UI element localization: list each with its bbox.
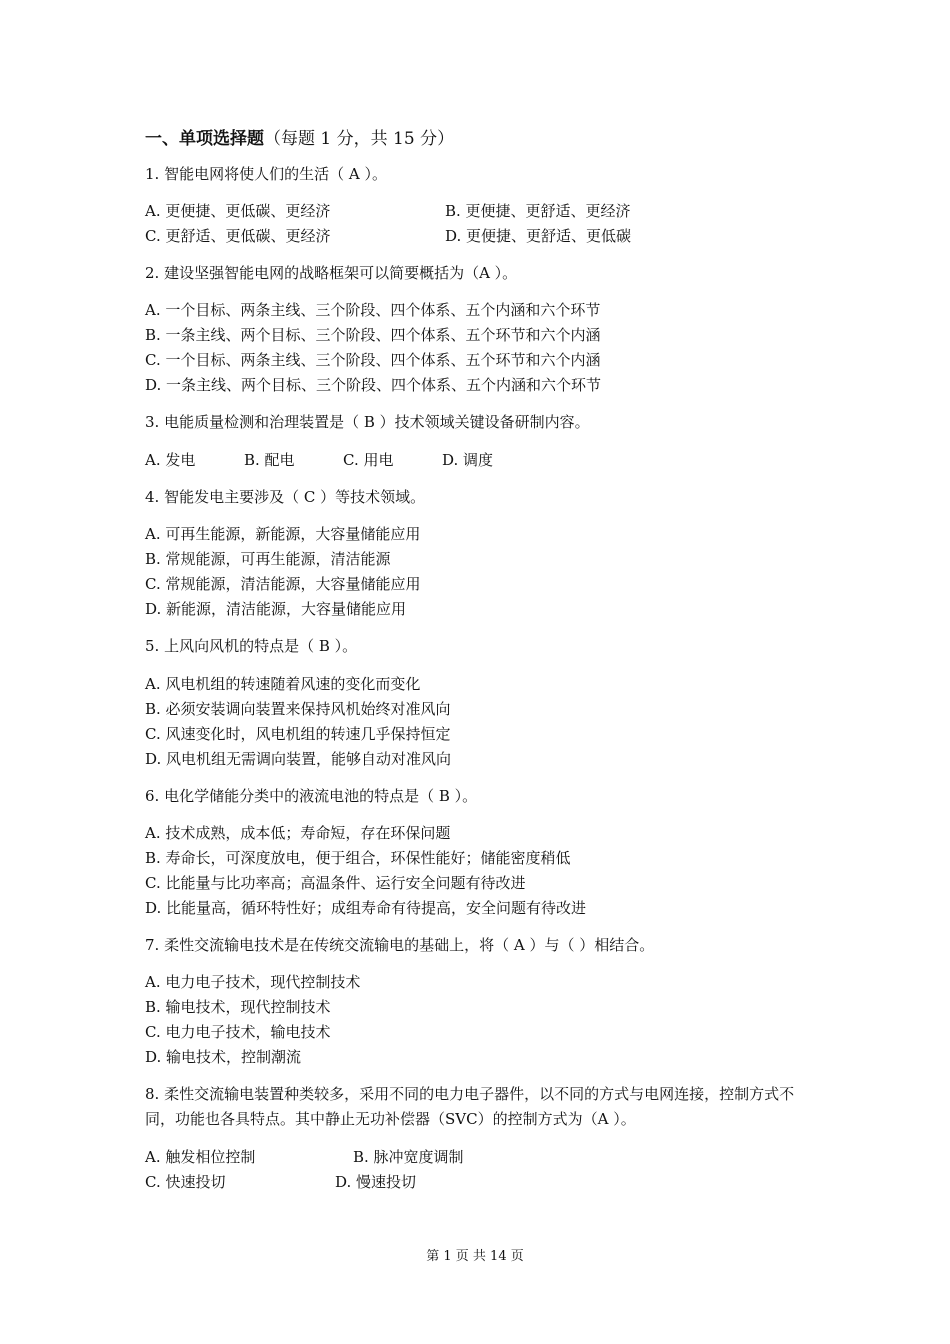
question-1-option-d: D. 更便捷、更舒适、更低碳 — [445, 227, 632, 245]
question-5-option-b: B. 必须安装调向装置来保持风机始终对准风向 — [145, 700, 451, 718]
question-3-stem: 3. 电能质量检测和治理装置是（ B ）技术领域关键设备研制内容。 — [145, 413, 590, 431]
question-1-option-c: C. 更舒适、更低碳、更经济 — [145, 227, 331, 245]
question-4-stem: 4. 智能发电主要涉及（ C ）等技术领域。 — [145, 488, 426, 506]
section-title — [145, 124, 454, 149]
question-2-option-a: A. 一个目标、两条主线、三个阶段、四个体系、五个内涵和六个环节 — [145, 301, 601, 319]
question-3-option-c: C. 用电 — [343, 451, 394, 469]
question-5-option-a: A. 风电机组的转速随着风速的变化而变化 — [145, 675, 421, 693]
question-7-option-b: B. 输电技术，现代控制技术 — [145, 998, 331, 1016]
question-4-option-a: A. 可再生能源，新能源，大容量储能应用 — [145, 525, 421, 543]
question-6-option-a: A. 技术成熟，成本低；寿命短，存在环保问题 — [145, 824, 451, 842]
question-7-option-a: A. 电力电子技术，现代控制技术 — [145, 973, 361, 991]
question-5-stem: 5. 上风向风机的特点是（ B ）。 — [145, 637, 358, 655]
question-1-stem: 1. 智能电网将使人们的生活（ A ）。 — [145, 165, 387, 183]
question-3-option-d: D. 调度 — [442, 451, 494, 469]
question-2-option-b: B. 一条主线、两个目标、三个阶段、四个体系、五个环节和六个内涵 — [145, 326, 601, 344]
question-8-stem: 8. 柔性交流输电装置种类较多，采用不同的电力电子器件，以不同的方式与电网连接，控制方式不同，功能也各具特点。其中静止无功补偿器（SVC）的控制方式为（A ）。 — [145, 1085, 795, 1128]
question-6-option-d: D. 比能量高，循环特性好；成组寿命有待提高，安全问题有待改进 — [145, 899, 587, 917]
question-1-option-b: B. 更便捷、更舒适、更经济 — [445, 202, 631, 220]
page-footer: 第 1 页 共 14 页 — [426, 1249, 524, 1264]
section-title-text: 一、单项选择题 — [145, 129, 264, 149]
question-2-option-c: C. 一个目标、两条主线、三个阶段、四个体系、五个环节和六个内涵 — [145, 351, 601, 369]
question-1-option-a: A. 更便捷、更低碳、更经济 — [145, 202, 331, 220]
question-5-option-c: C. 风速变化时，风电机组的转速几乎保持恒定 — [145, 725, 451, 743]
question-4-option-d: D. 新能源，清洁能源，大容量储能应用 — [145, 600, 407, 618]
question-3-option-b: B. 配电 — [244, 451, 295, 469]
question-5-option-d: D. 风电机组无需调向装置，能够自动对准风向 — [145, 750, 452, 768]
section-score-note: （每题 1 分，共 15 分） — [264, 129, 455, 149]
question-8-option-b: B. 脉冲宽度调制 — [353, 1148, 464, 1166]
question-8-option-c: C. 快速投切 — [145, 1173, 226, 1191]
question-6-option-c: C. 比能量与比功率高；高温条件、运行安全问题有待改进 — [145, 874, 526, 892]
question-4-option-b: B. 常规能源，可再生能源，清洁能源 — [145, 550, 391, 568]
question-6-option-b: B. 寿命长，可深度放电，便于组合，环保性能好；储能密度稍低 — [145, 849, 571, 867]
question-8-option-d: D. 慢速投切 — [335, 1173, 417, 1191]
question-7-stem: 7. 柔性交流输电技术是在传统交流输电的基础上，将（ A ）与（ ）相结合。 — [145, 936, 655, 954]
question-7-option-d: D. 输电技术，控制潮流 — [145, 1048, 302, 1066]
question-8-option-a: A. 触发相位控制 — [145, 1148, 256, 1166]
question-4-option-c: C. 常规能源，清洁能源，大容量储能应用 — [145, 575, 421, 593]
question-2-stem: 2. 建设坚强智能电网的战略框架可以简要概括为（A ）。 — [145, 264, 518, 282]
question-2-option-d: D. 一条主线、两个目标、三个阶段、四个体系、五个内涵和六个环节 — [145, 376, 602, 394]
question-6-stem: 6. 电化学储能分类中的液流电池的特点是（ B ）。 — [145, 787, 478, 805]
question-7-option-c: C. 电力电子技术，输电技术 — [145, 1023, 331, 1041]
question-3-option-a: A. 发电 — [145, 451, 196, 469]
